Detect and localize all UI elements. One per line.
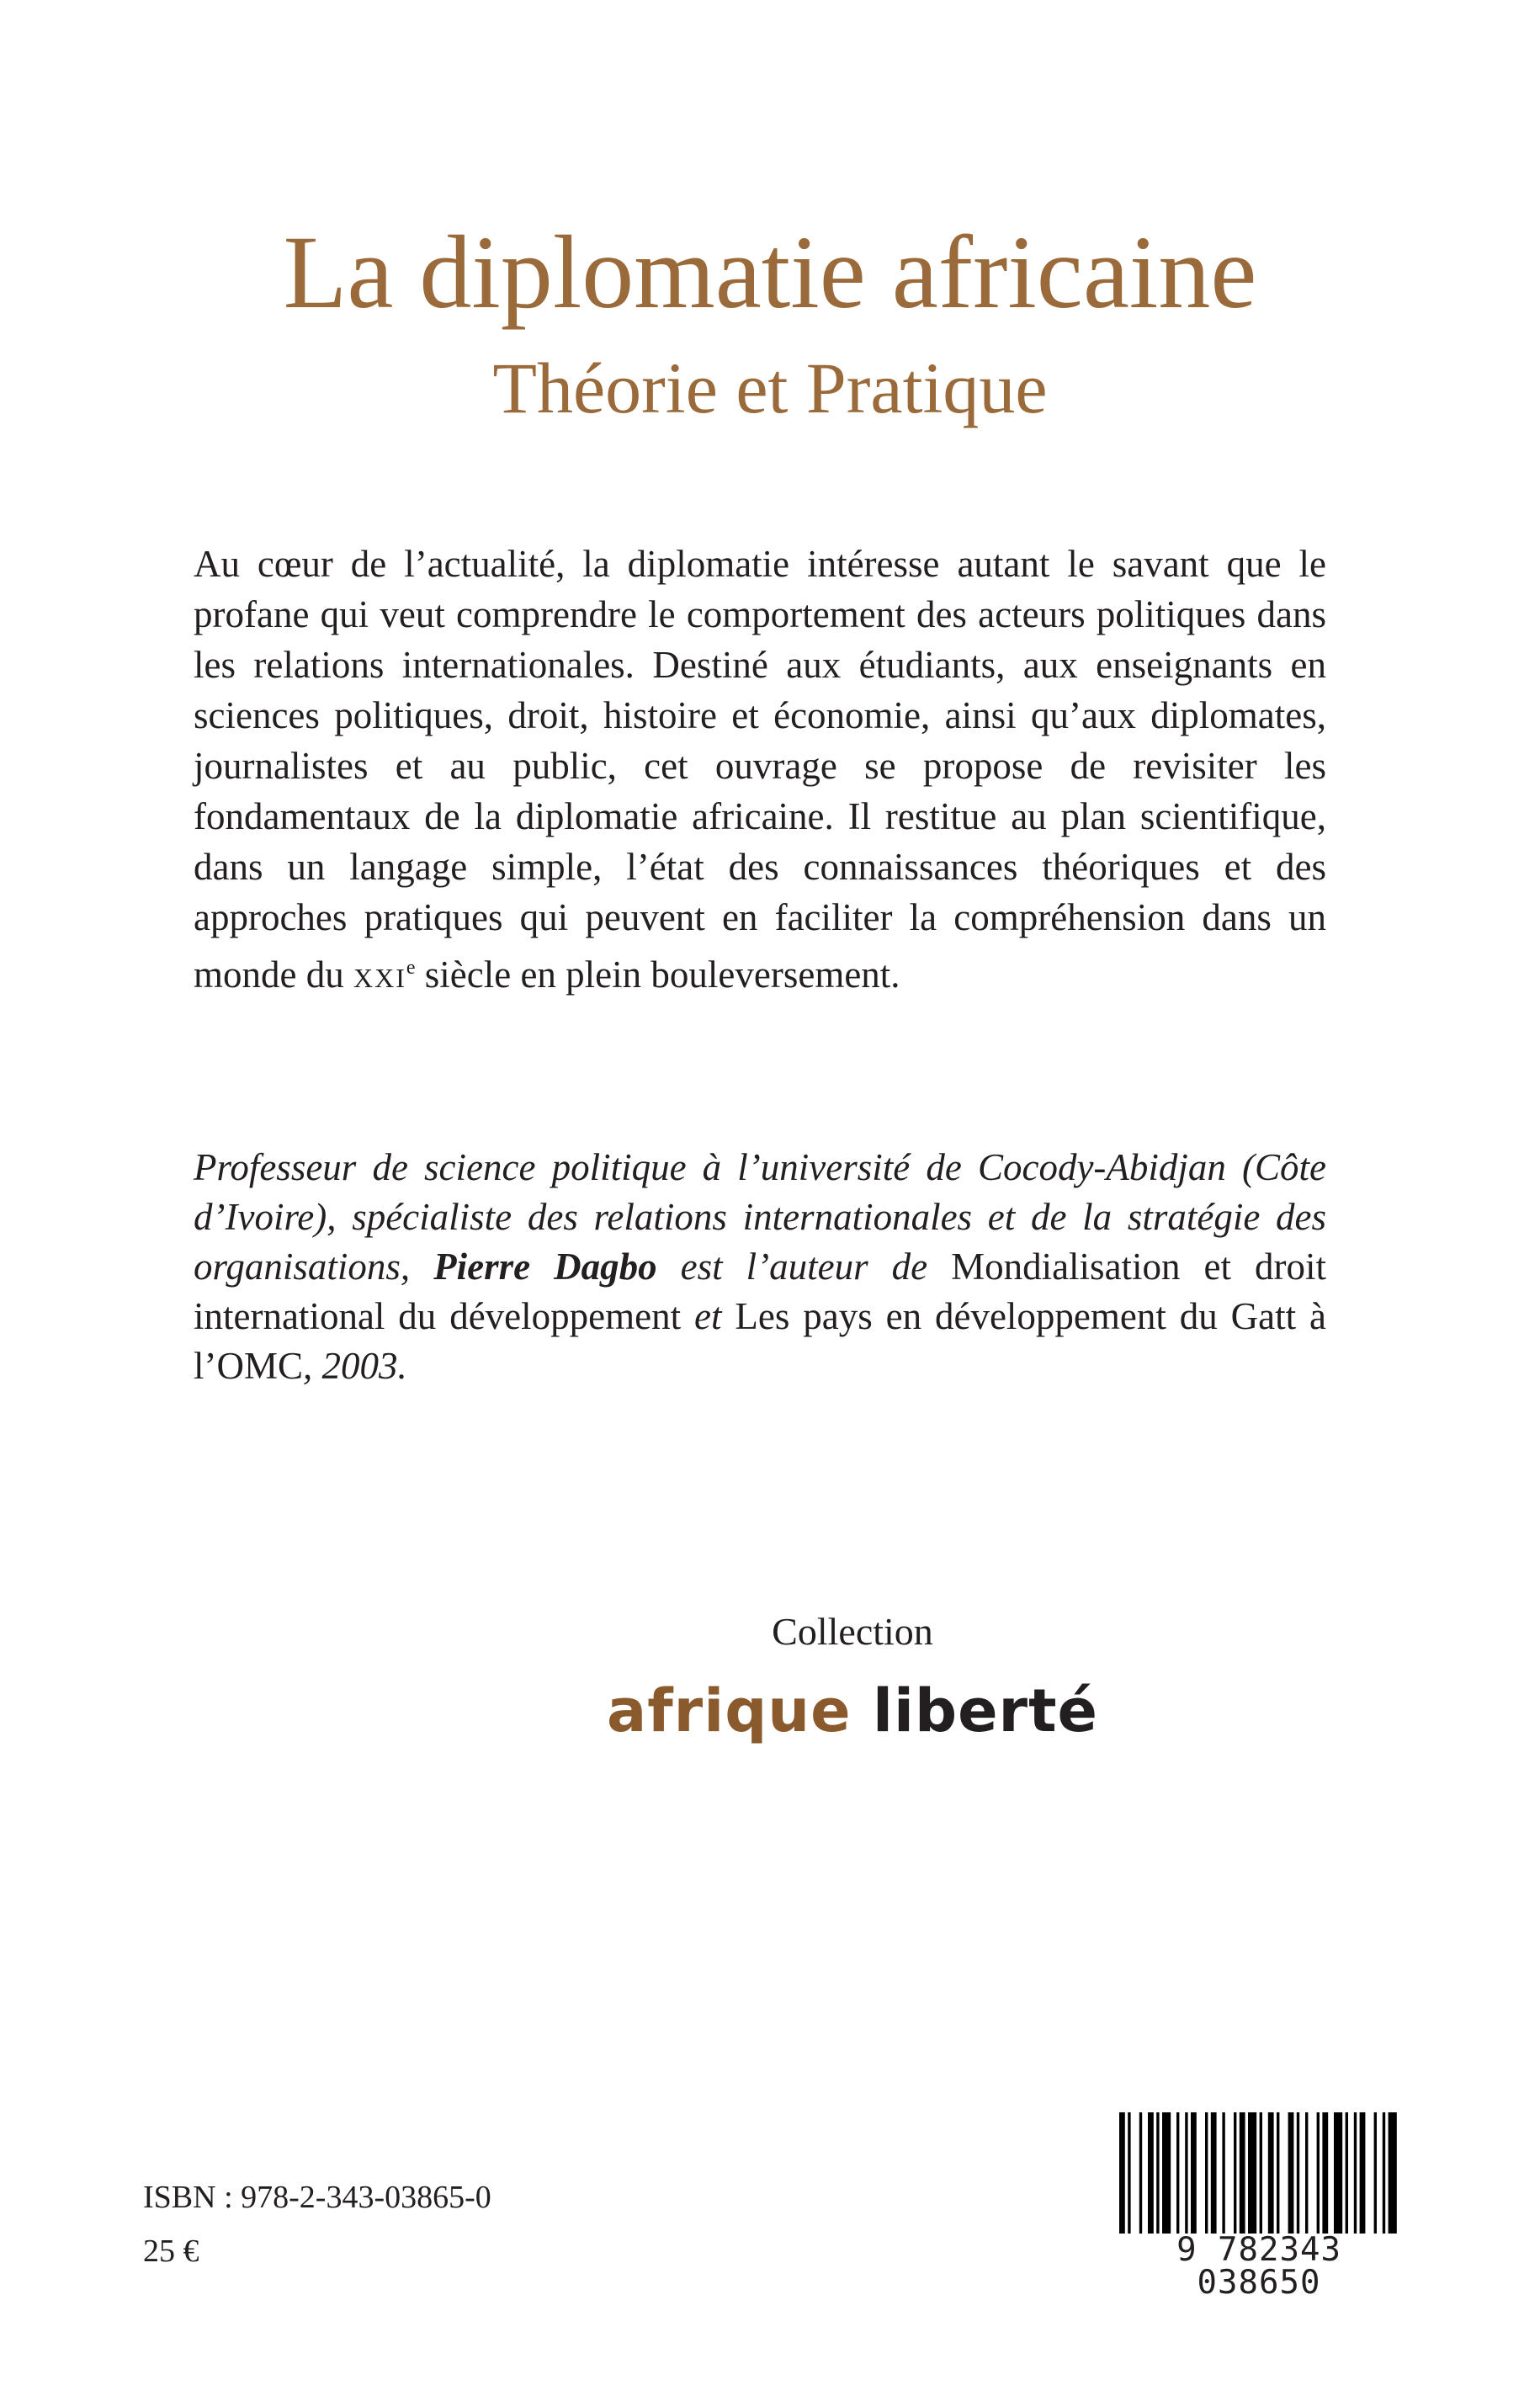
barcode-bar xyxy=(1185,2112,1187,2239)
barcode-bar xyxy=(1191,2112,1197,2239)
barcode-bar xyxy=(1148,2112,1154,2239)
barcode-bar xyxy=(1260,2112,1262,2239)
price-label: 25 € xyxy=(143,2234,199,2269)
book-title: La diplomatie africaine xyxy=(283,215,1257,330)
barcode-bar xyxy=(1248,2112,1256,2239)
bio-text-part4: , 2003. xyxy=(303,1345,407,1387)
barcode-bar xyxy=(1346,2112,1348,2239)
book-reference-1: Mondialisation et droit international du développement xyxy=(194,1246,1327,1337)
bio-text-part2: est l’auteur de xyxy=(656,1246,952,1288)
barcode-bar xyxy=(1211,2112,1217,2239)
barcode-bar xyxy=(1176,2112,1179,2239)
barcode-bar xyxy=(1156,2112,1159,2239)
barcode-digits: 9 782343 038650 xyxy=(1107,2234,1410,2299)
barcode-bar xyxy=(1234,2112,1236,2239)
barcode-bar xyxy=(1360,2112,1366,2239)
barcode-bar xyxy=(1162,2112,1171,2239)
barcode-bar xyxy=(1205,2112,1208,2239)
author-bio xyxy=(194,1143,1326,1391)
book-subtitle: Théorie et Pratique xyxy=(492,348,1048,428)
book-reference-2: Les pays en développement du Gatt à l’OMC xyxy=(194,1295,1326,1387)
bio-text-part1: Professeur de science politique à l’université de Cocody-Abidjan (Côte d’Ivoire), spécialiste des relations internationales et de la stratégie des organisations, xyxy=(194,1146,1326,1288)
book-description xyxy=(194,539,1326,1000)
barcode-bar xyxy=(1119,2112,1125,2239)
collection-logo xyxy=(0,1676,1540,1745)
barcode-bar xyxy=(1268,2112,1274,2239)
barcode-bars-icon xyxy=(1116,2112,1402,2239)
barcode-bar xyxy=(1317,2112,1320,2239)
barcode-bar xyxy=(1139,2112,1142,2239)
collection-label: Collection xyxy=(772,1610,933,1653)
century-suffix: e xyxy=(406,957,416,979)
barcode xyxy=(1107,2111,1410,2302)
barcode-bar xyxy=(1297,2112,1299,2239)
barcode-bar xyxy=(1322,2112,1328,2239)
barcode-bar xyxy=(1389,2112,1397,2239)
barcode-bar xyxy=(1354,2112,1357,2239)
description-text: Au cœur de l’actualité, la diplomatie intéresse autant le savant que le profane qui veut comprendre le comportement des acteurs politiques dans les relations internationales. Destiné aux étudiants, aux enseignants en sciences politiques, droit, histoire et économie, ainsi qu’aux diplomates, journalistes et au public, cet ouvrage se propose de revisiter les fondamentaux de la diplomatie africaine. Il restitue au plan scientifique, dans un langage simple, l’état des connaissances théoriques et des approches pratiques qui peuvent en faciliter la compréhension dans un monde du xyxy=(194,543,1326,996)
barcode-bar xyxy=(1383,2112,1385,2239)
barcode-bar xyxy=(1277,2112,1279,2239)
description-text-end: siècle en plein bouleversement. xyxy=(415,953,900,996)
barcode-bar xyxy=(1222,2112,1224,2239)
barcode-bar xyxy=(1288,2112,1294,2239)
collection-name-afrique: afrique xyxy=(606,1676,852,1745)
century-numeral: xxi xyxy=(353,953,406,996)
barcode-bar xyxy=(1128,2112,1130,2239)
isbn-number: ISBN : 978-2-343-03865-0 xyxy=(143,2180,491,2215)
bio-text-part3: et xyxy=(681,1295,735,1337)
author-name: Pierre Dagbo xyxy=(433,1246,657,1288)
barcode-bar xyxy=(1374,2112,1377,2239)
barcode-bar xyxy=(1305,2112,1308,2239)
collection-name-liberte: liberté xyxy=(872,1676,1099,1745)
barcode-bar xyxy=(1240,2112,1245,2239)
barcode-bar xyxy=(1334,2112,1342,2239)
